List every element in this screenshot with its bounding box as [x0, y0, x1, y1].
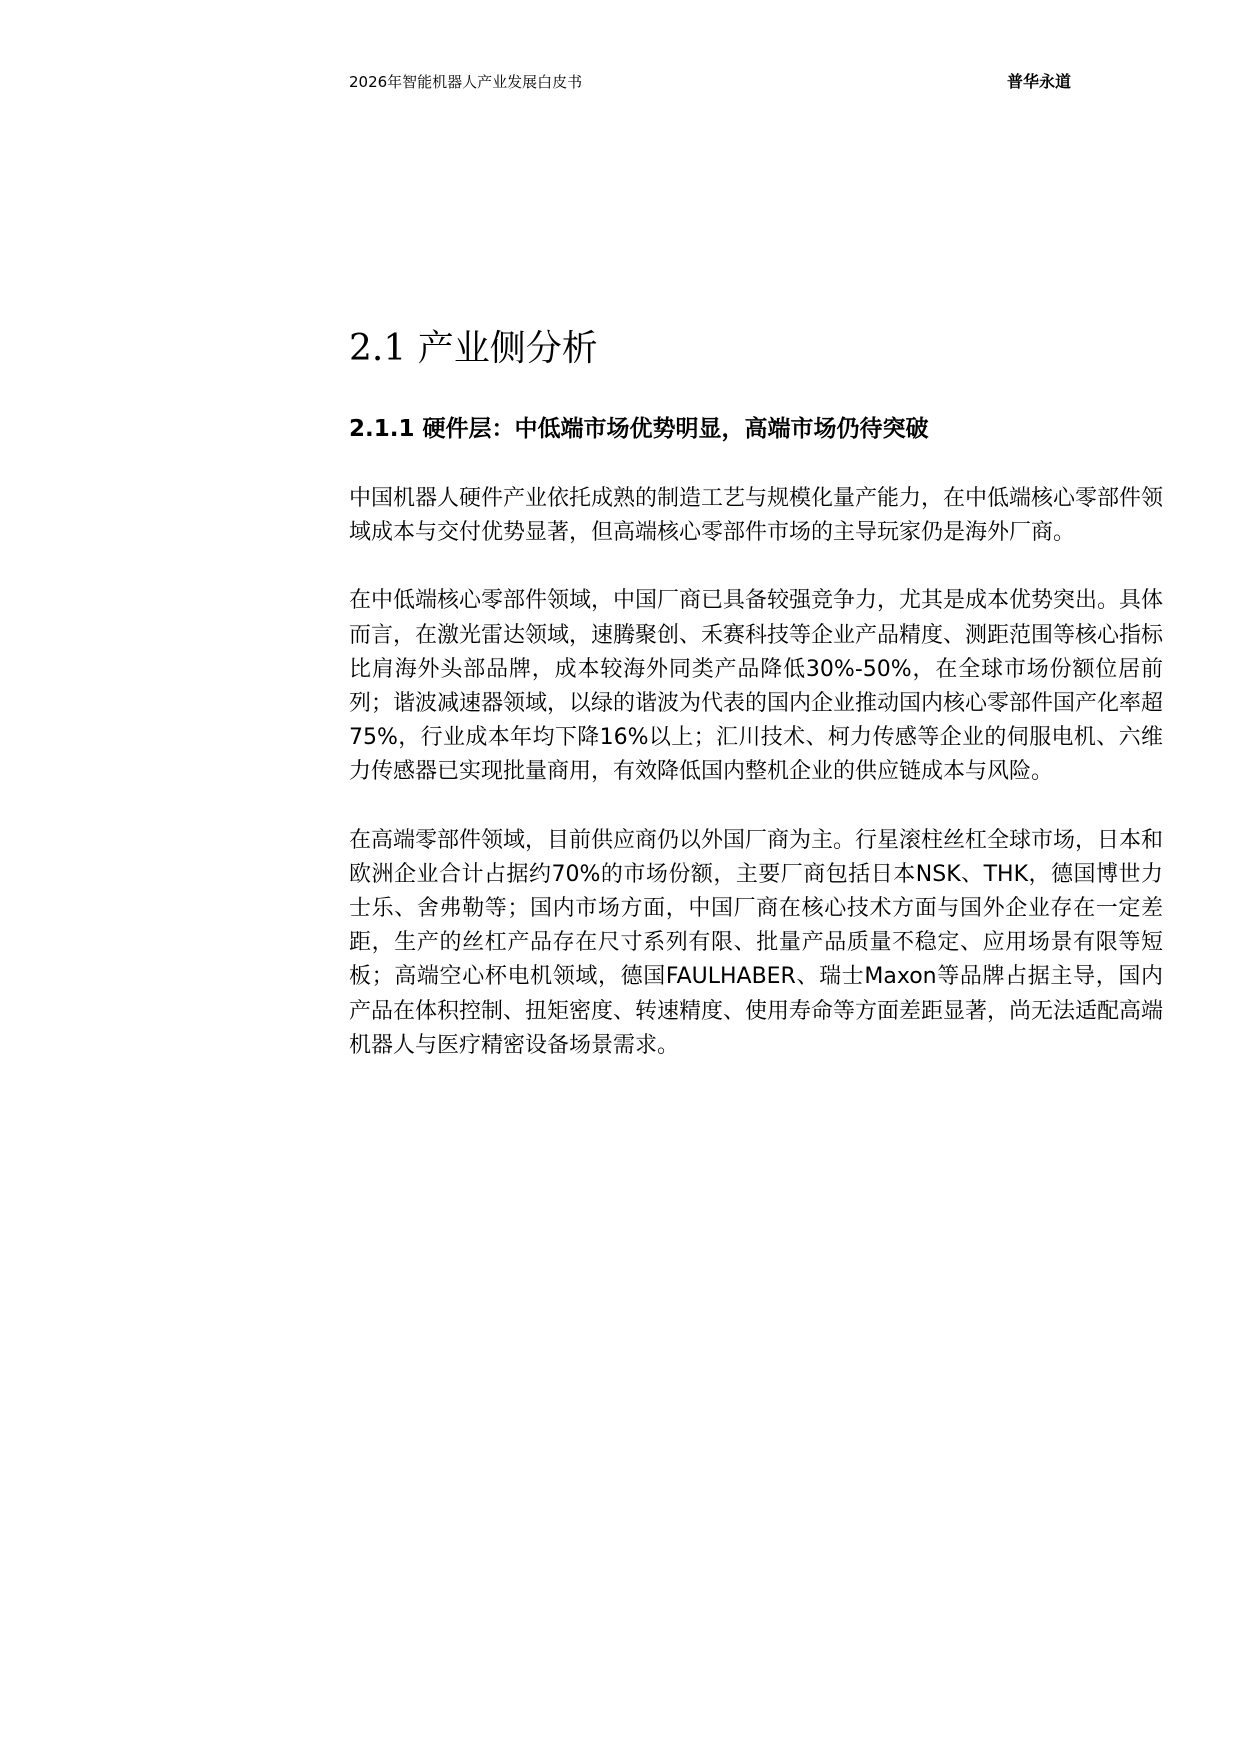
paragraph-high-end: 在高端零部件领域，目前供应商仍以外国厂商为主。行星滚柱丝杠全球市场，日本和欧洲企业合计占据约70%的市场份额，主要厂商包括日本NSK、THK，德国博世力士乐、舍弗勒等；国内市场方面，中国厂商在核心技术方面与国外企业存在一定差距，生产的丝杠产品存在尺寸系列有限、批量产品质量不稳定、应用场景有限等短板；高端空心杯电机领域，德国FAULHABER、瑞士Maxon等品牌占据主导，国内产品在体积控制、扭矩密度、转速精度、使用寿命等方面差距显著，尚无法适配高端机器人与医疗精密设备场景需求。	[349, 827, 1164, 1058]
body-text	[349, 482, 1163, 1097]
paragraph-low-mid-end: 在中低端核心零部件领域，中国厂商已具备较强竞争力，尤其是成本优势突出。具体而言，在激光雷达领域，速腾聚创、禾赛科技等企业产品精度、测距范围等核心指标比肩海外头部品牌，成本较海外同类产品降低30%-50%，在全球市场份额位居前列；谐波减速器领域，以绿的谐波为代表的国内企业推动国内核心零部件国产化率超75%，行业成本年均下降16%以上；汇川技术、柯力传感等企业的伺服电机、六维力传感器已实现批量商用，有效降低国内整机企业的供应链成本与风险。	[349, 588, 1164, 785]
section-title: 2.1 产业侧分析	[349, 328, 598, 369]
paragraph-intro: 中国机器人硬件产业依托成熟的制造工艺与规模化量产能力，在中低端核心零部件领域成本与交付优势显著，但高端核心零部件市场的主导玩家仍是海外厂商。	[349, 486, 1164, 546]
document-title: 2026年智能机器人产业发展白皮书	[349, 73, 583, 91]
brand-name: 普华永道	[1006, 72, 1071, 91]
page-header	[349, 70, 1071, 94]
subsection-title: 2.1.1 硬件层：中低端市场优势明显，高端市场仍待突破	[349, 416, 929, 442]
